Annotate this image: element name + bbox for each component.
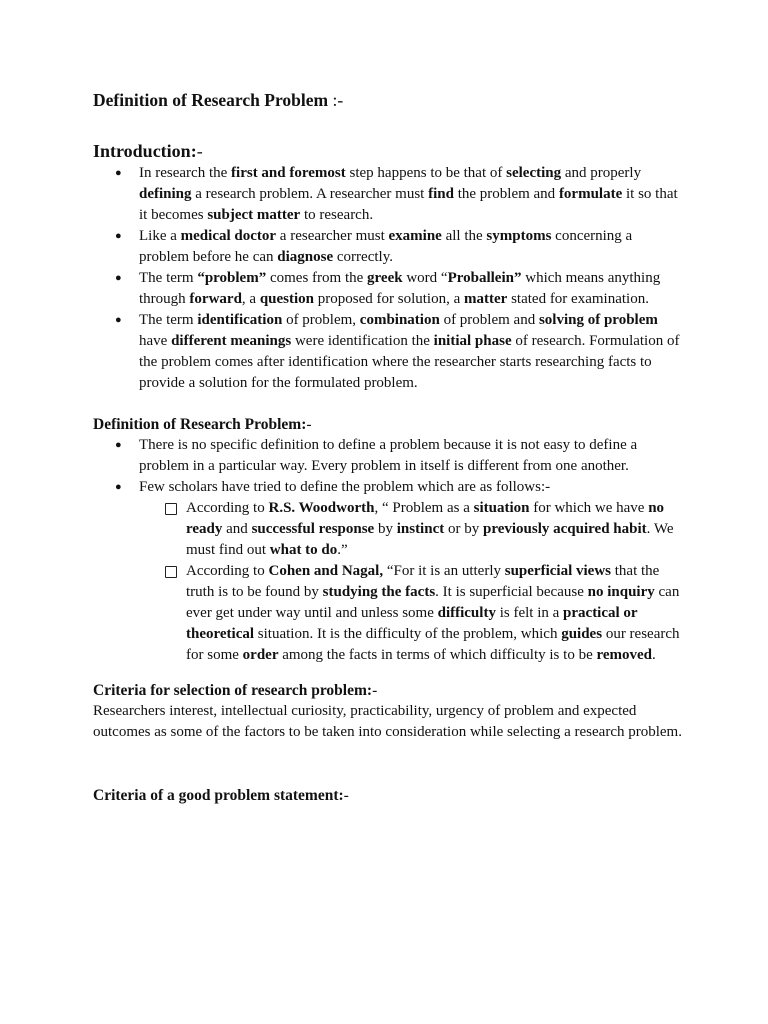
list-item: ● The term “problem” comes from the greek word “Proballein” which means anything through forward, a question proposed for solution, a matter stated for examination.	[93, 268, 683, 310]
definition-bullet-list	[93, 435, 683, 498]
list-item: ● In research the first and foremost step happens to be that of selecting and properly defining a research problem. A researcher must find the problem and formulate it so that it becomes subject matter to research.	[93, 163, 683, 226]
good-statement-heading: Criteria of a good problem statement:-	[93, 787, 349, 804]
quote-item: According to Cohen and Nagal, “For it is an utterly superficial views that the truth is to be found by studying the facts. It is superficial because no inquiry can ever get under way until and unless some difficulty is felt in a practical or theoretical situation. It is the difficulty of the problem, which guides our research for some order among the facts in terms of which difficulty is to be removed.	[140, 561, 683, 666]
definition-heading: Definition of Research Problem:-	[93, 416, 312, 433]
list-item: ● The term identification of problem, combination of problem and solving of problem have different meanings were identification the initial phase of research. Formulation of the problem comes after identification where the researcher starts researching facts to provide a solution for the formulated problem.	[93, 310, 683, 394]
intro-heading: Introduction:-	[93, 141, 203, 161]
document-page	[93, 88, 683, 806]
checkbox-bullet-icon	[165, 503, 177, 515]
list-item: ● Few scholars have tried to define the problem which are as follows:-	[93, 477, 683, 498]
quote-item: According to R.S. Woodworth, “ Problem as a situation for which we have no ready and successful response by instinct or by previously acquired habit. We must find out what to do.”	[140, 498, 683, 561]
definition-quote-list	[93, 498, 683, 666]
intro-bullet-list	[93, 163, 683, 394]
checkbox-bullet-icon	[165, 566, 177, 578]
criteria-selection-text: Researchers interest, intellectual curiosity, practicability, urgency of problem and expected outcomes as some of the factors to be taken into consideration while selecting a research problem.	[93, 703, 682, 740]
criteria-selection-heading: Criteria for selection of research problem:-	[93, 682, 378, 699]
list-item: ● Like a medical doctor a researcher must examine all the symptoms concerning a problem before he can diagnose correctly.	[93, 226, 683, 268]
list-item: ● There is no specific definition to define a problem because it is not easy to define a problem in a particular way. Every problem in itself is different from one another.	[93, 435, 683, 477]
page-title: Definition of Research Problem :-	[93, 90, 344, 110]
